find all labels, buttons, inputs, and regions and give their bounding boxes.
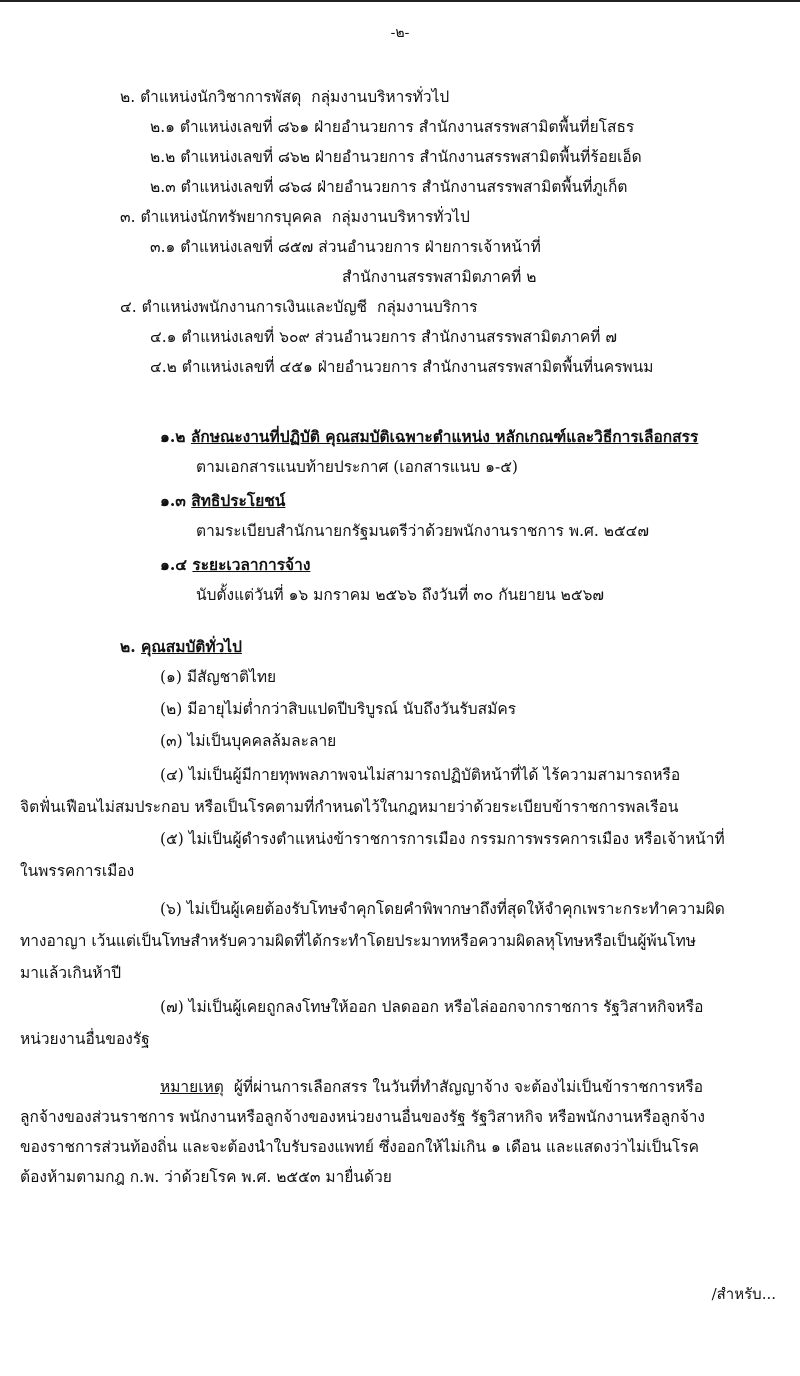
qualification-4-line-2: จิตฟั่นเฟือนไม่สมประกอบ หรือเป็นโรคตามที่กำหนดไว้ในกฎหมายว่าด้วยระเบียบข้าราชการพลเรือน bbox=[20, 798, 679, 816]
note-line-4: ต้องห้ามตามกฎ ก.พ. ว่าด้วยโรค พ.ศ. ๒๕๕๓ มายื่นด้วย bbox=[20, 1168, 392, 1186]
continuation-footer: /สำหรับ... bbox=[711, 1285, 776, 1303]
qualification-1: (๑) มีสัญชาติไทย bbox=[160, 668, 277, 686]
note-line-2: ลูกจ้างของส่วนราชการ พนักงานหรือลูกจ้างของหน่วยงานอื่นของรัฐ รัฐวิสาหกิจ หรือพนักงานหรือลูกจ้าง bbox=[20, 1108, 705, 1126]
note-line-1: หมายเหตุ ผู้ที่ผ่านการเลือกสรร ในวันที่ทำสัญญาจ้าง จะต้องไม่เป็นข้าราชการหรือ bbox=[160, 1078, 704, 1096]
qualification-6-line-3: มาแล้วเกินห้าปี bbox=[20, 964, 122, 982]
qualification-7-line-2: หน่วยงานอื่นของรัฐ bbox=[20, 1030, 150, 1048]
section-1-3-heading: ๑.๓ สิทธิประโยชน์ bbox=[160, 491, 286, 510]
qualification-6-line-1: (๖) ไม่เป็นผู้เคยต้องรับโทษจำคุกโดยคำพิพากษาถึงที่สุดให้จำคุกเพราะกระทำความผิด bbox=[160, 900, 725, 918]
page-number: -๒- bbox=[390, 25, 410, 41]
section-1-2-heading: ๑.๒ ลักษณะงานที่ปฏิบัติ คุณสมบัติเฉพาะตำแหน่ง หลักเกณฑ์และวิธีการเลือกสรร bbox=[160, 427, 699, 446]
position-2-item-2: ๒.๒ ตำแหน่งเลขที่ ๘๖๒ ฝ่ายอำนวยการ สำนักงานสรรพสามิตพื้นที่ร้อยเอ็ด bbox=[150, 148, 642, 166]
qualification-5-line-1: (๕) ไม่เป็นผู้ดำรงตำแหน่งข้าราชการการเมือง กรรมการพรรคการเมือง หรือเจ้าหน้าที่ bbox=[160, 830, 725, 848]
qualification-4-line-1: (๔) ไม่เป็นผู้มีกายทุพพลภาพจนไม่สามารถปฏิบัติหน้าที่ได้ ไร้ความสามารถหรือ bbox=[160, 766, 681, 784]
section-1-2-body: ตามเอกสารแนบท้ายประกาศ (เอกสารแนบ ๑-๕) bbox=[196, 458, 518, 476]
position-3-item-1-cont: สำนักงานสรรพสามิตภาคที่ ๒ bbox=[342, 268, 537, 286]
position-3-title: ๓. ตำแหน่งนักทรัพยากรบุคคล กลุ่มงานบริหารทั่วไป bbox=[120, 208, 470, 226]
note-line-3: ของราชการส่วนท้องถิ่น และจะต้องนำใบรับรองแพทย์ ซึ่งออกให้ไม่เกิน ๑ เดือน และแสดงว่าไม่เป็นโรค bbox=[20, 1138, 699, 1156]
section-1-3-body: ตามระเบียบสำนักนายกรัฐมนตรีว่าด้วยพนักงานราชการ พ.ศ. ๒๕๔๗ bbox=[196, 522, 650, 540]
section-1-4-heading: ๑.๔ ระยะเวลาการจ้าง bbox=[160, 555, 311, 574]
section-1-4-body: นับตั้งแต่วันที่ ๑๖ มกราคม ๒๕๖๖ ถึงวันที่ ๓๐ กันยายน ๒๕๖๗ bbox=[196, 586, 605, 604]
position-4-title: ๔. ตำแหน่งพนักงานการเงินและบัญชี กลุ่มงานบริการ bbox=[120, 298, 478, 316]
qualification-7-line-1: (๗) ไม่เป็นผู้เคยถูกลงโทษให้ออก ปลดออก หรือไล่ออกจากราชการ รัฐวิสาหกิจหรือ bbox=[160, 998, 704, 1016]
position-3-item-1: ๓.๑ ตำแหน่งเลขที่ ๘๕๗ ส่วนอำนวยการ ฝ่ายการเจ้าหน้าที่ bbox=[150, 238, 541, 256]
position-2-item-1: ๒.๑ ตำแหน่งเลขที่ ๘๖๑ ฝ่ายอำนวยการ สำนักงานสรรพสามิตพื้นที่ยโสธร bbox=[150, 118, 635, 136]
qualification-5-line-2: ในพรรคการเมือง bbox=[20, 862, 135, 880]
general-heading: ๒. คุณสมบัติทั่วไป bbox=[120, 637, 242, 656]
qualification-3: (๓) ไม่เป็นบุคคลล้มละลาย bbox=[160, 732, 337, 750]
position-2-title: ๒. ตำแหน่งนักวิชาการพัสดุ กลุ่มงานบริหารทั่วไป bbox=[120, 88, 450, 106]
top-border-line bbox=[0, 0, 800, 2]
qualification-6-line-2: ทางอาญา เว้นแต่เป็นโทษสำหรับความผิดที่ได้กระทำโดยประมาทหรือความผิดลหุโทษหรือเป็นผู้พ้นโทษ bbox=[20, 932, 697, 950]
qualification-2: (๒) มีอายุไม่ต่ำกว่าสิบแปดปีบริบูรณ์ นับถึงวันรับสมัคร bbox=[160, 700, 517, 718]
position-2-item-3: ๒.๓ ตำแหน่งเลขที่ ๘๖๘ ฝ่ายอำนวยการ สำนักงานสรรพสามิตพื้นที่ภูเก็ต bbox=[150, 178, 628, 196]
position-4-item-2: ๔.๒ ตำแหน่งเลขที่ ๔๕๑ ฝ่ายอำนวยการ สำนักงานสรรพสามิตพื้นที่นครพนม bbox=[150, 358, 654, 376]
position-4-item-1: ๔.๑ ตำแหน่งเลขที่ ๖๐๙ ส่วนอำนวยการ สำนักงานสรรพสามิตภาคที่ ๗ bbox=[150, 328, 618, 346]
note-label: หมายเหตุ bbox=[160, 1078, 224, 1096]
